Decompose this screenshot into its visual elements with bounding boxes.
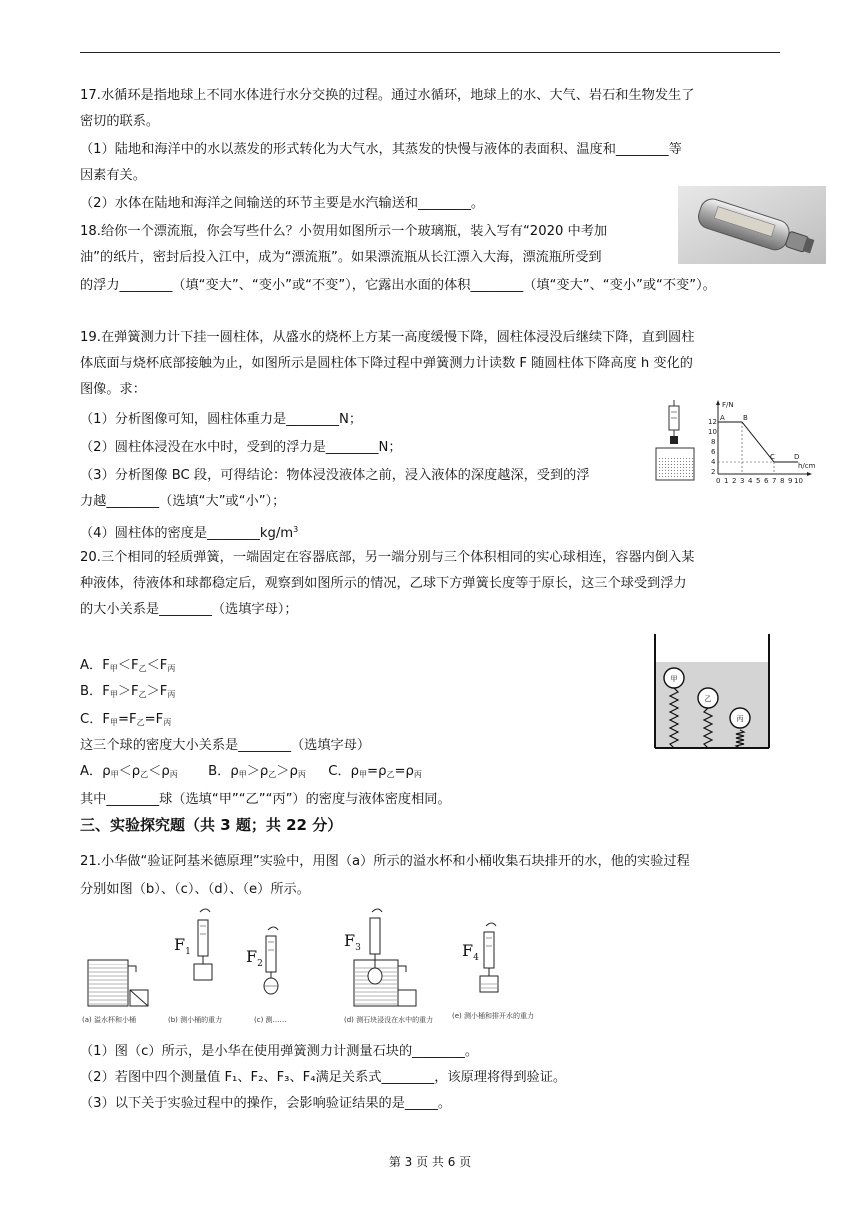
q19-part2: （2）圆柱体浸没在水中时，受到的浮力是________N；	[80, 440, 402, 455]
label-F1: $F_1$	[174, 935, 191, 957]
q20-option-c: C．$F_甲=F_乙=F_丙$	[80, 712, 172, 727]
q19-apparatus-figure	[652, 400, 698, 482]
q19-part3a: （3）分析图像 BC 段，可得结论：物体浸没液体之前，浸入液体的深度越深，受到的浮	[80, 468, 590, 483]
q18-line2: 油”的纸片，密封后投入江中，成为“漂流瓶”。如果漂流瓶从长江漂入大海，漂流瓶所受到	[80, 250, 602, 265]
point-B: B	[743, 414, 748, 422]
caption-b: (b) 测小桶的重力	[168, 1016, 223, 1024]
q20-option-a: A．$F_甲<F_乙<F_丙$	[80, 658, 176, 673]
q17-part1b: 因素有关。	[80, 168, 146, 183]
q21-experiment-figure	[82, 906, 568, 1028]
ytick-8: 8	[711, 438, 716, 446]
q17-part1a: （1）陆地和海洋中的水以蒸发的形式转化为大气水，其蒸发的快慢与液体的表面积、温度和________等	[80, 142, 682, 157]
q21-part2: （2）若图中四个测量值 F₁、F₂、F₃、F₄满足关系式________，该原理将得到验证。	[80, 1070, 567, 1085]
q19-part1: （1）分析图像可知，圆柱体重力是________N；	[80, 412, 363, 427]
caption-e: (e) 测小桶和排开水的重力	[452, 1012, 534, 1020]
ytick-4: 4	[711, 458, 716, 466]
ytick-12: 12	[708, 418, 717, 426]
q20-spring-balls-figure	[652, 632, 774, 750]
q20-line3: 的大小关系是________（选填字母）；	[80, 602, 298, 617]
section-3-heading: 三、实验探究题（共 3 题；共 22 分）	[80, 816, 343, 834]
xtick-0: 0	[716, 477, 721, 485]
graph-xlabel: h/cm	[798, 462, 816, 470]
q20-last-line: 其中________球（选填“甲”“乙”“丙”）的密度与液体密度相同。	[80, 792, 451, 807]
xtick-4: 4	[748, 477, 753, 485]
label-F3: $F_3$	[344, 931, 361, 953]
q21-line2: 分别如图（b）、（c）、（d）、（e）所示。	[80, 882, 310, 897]
q18-line3: 的浮力________（填“变大”、“变小”或“不变”），它露出水面的体积________（填“变大”、“变小”或“不变”）。	[80, 278, 716, 293]
q20-density-question: 这三个球的密度大小关系是________（选填字母）	[80, 738, 371, 753]
q19-part4: （4）圆柱体的密度是$\_\_\_\_\_\_\_\_kg/m^3$	[80, 525, 299, 541]
xtick-9: 9	[788, 477, 793, 485]
xtick-6: 6	[764, 477, 769, 485]
drift-bottle-photo	[678, 186, 826, 264]
q20-line2: 种液体，待液体和球都稳定后，观察到如图所示的情况，乙球下方弹簧长度等于原长，这三个球受到浮力	[80, 576, 687, 591]
caption-a: (a) 溢水杯和小桶	[82, 1016, 136, 1024]
xtick-7: 7	[772, 477, 777, 485]
q21-part3: （3）以下关于实验过程中的操作，会影响验证结果的是_____。	[80, 1096, 452, 1111]
ytick-6: 6	[711, 448, 716, 456]
xtick-8: 8	[780, 477, 785, 485]
label-F4: $F_4$	[462, 941, 479, 963]
ball-bing-label: 丙	[736, 715, 744, 723]
q19-line1: 19.在弹簧测力计下挂一圆柱体，从盛水的烧杯上方某一高度缓慢下降，圆柱体浸没后继续下降，直到圆柱	[80, 330, 695, 345]
q19-line3: 图像。求：	[80, 382, 146, 397]
xtick-2: 2	[732, 477, 737, 485]
header-rule	[80, 52, 780, 53]
page-footer: 第 3 页 共 6 页	[388, 1155, 472, 1169]
graph-ylabel: F/N	[722, 401, 734, 409]
point-D: D	[794, 453, 800, 461]
xtick-10: 10	[794, 477, 803, 485]
ball-jia-label: 甲	[670, 675, 678, 683]
q21-line1: 21.小华做“验证阿基米德原理”实验中，用图（a）所示的溢水杯和小桶收集石块排开的水，他的实验过程	[80, 854, 690, 869]
q20-option-b: B．$F_甲>F_乙>F_丙$	[80, 684, 176, 699]
q20-density-options: A．$\rho_甲<\rho_乙<\rho_丙$ B．$\rho_甲>\rho_乙>\rho_丙$ C．$\rho_甲=\rho_乙=\rho_丙$	[80, 764, 422, 779]
label-F2: $F_2$	[246, 947, 263, 969]
point-C: C	[770, 453, 775, 461]
ball-yi-label: 乙	[704, 695, 712, 703]
caption-c: (c) 测……	[254, 1016, 287, 1024]
q19-line2: 体底面与烧杯底部接触为止，如图所示是圆柱体下降过程中弹簧测力计读数 F 随圆柱体下降高度 h 变化的	[80, 356, 693, 371]
q17-line2: 密切的联系。	[80, 114, 160, 129]
q17-line1: 17.水循环是指地球上不同水体进行水分交换的过程。通过水循环，地球上的水、大气、岩石和生物发生了	[80, 88, 695, 103]
xtick-5: 5	[756, 477, 761, 485]
q19-force-height-graph	[706, 398, 830, 486]
ytick-2: 2	[711, 468, 716, 476]
q18-line1: 18.给你一个漂流瓶，你会写些什么？小贺用如图所示一个玻璃瓶，装入写有“2020 中考加	[80, 224, 608, 239]
ytick-10: 10	[708, 428, 717, 436]
q20-line1: 20.三个相同的轻质弹簧，一端固定在容器底部，另一端分别与三个体积相同的实心球相连，容器内倒入某	[80, 550, 695, 565]
xtick-3: 3	[740, 477, 745, 485]
point-A: A	[720, 414, 725, 422]
q21-part1: （1）图（c）所示，是小华在使用弹簧测力计测量石块的________。	[80, 1044, 479, 1059]
q19-part3b: 力越________（选填“大”或“小”）；	[80, 494, 286, 509]
q17-part2: （2）水体在陆地和海洋之间输送的环节主要是水汽输送和________。	[80, 196, 485, 211]
caption-d: (d) 测石块浸没在水中的重力	[344, 1016, 434, 1024]
xtick-1: 1	[724, 477, 729, 485]
